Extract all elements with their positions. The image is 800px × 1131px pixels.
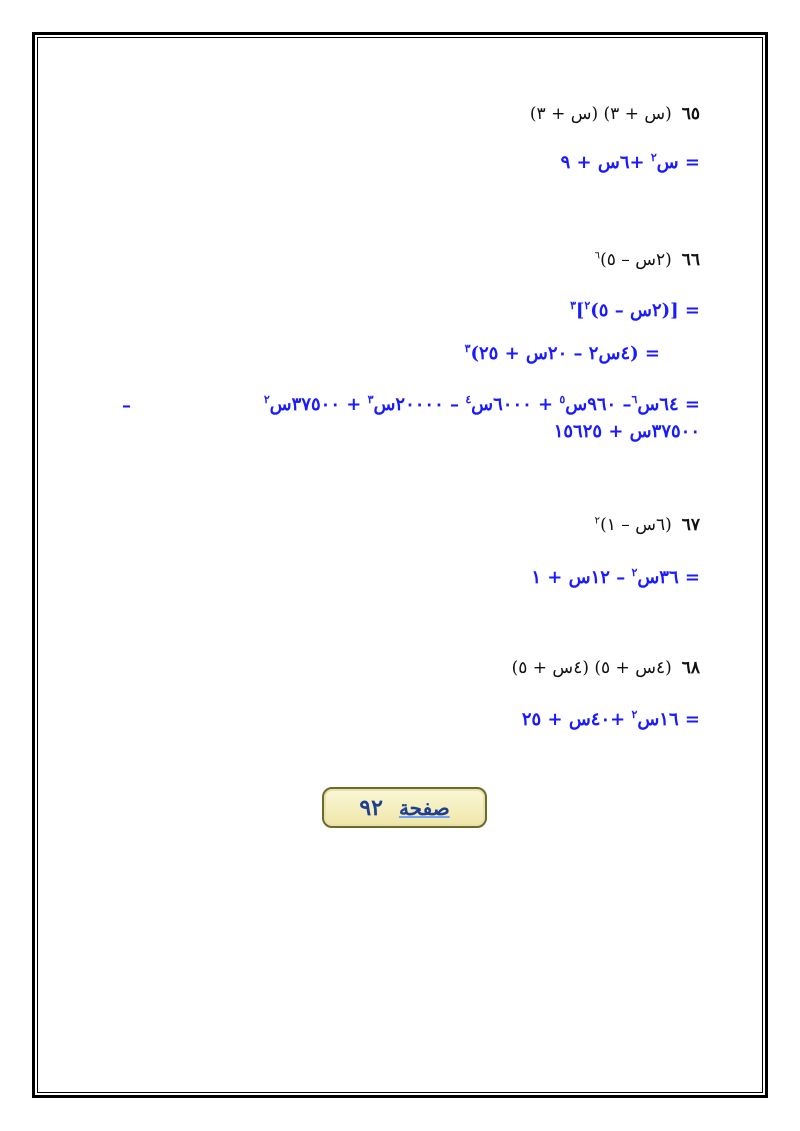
problem-68 bbox=[512, 658, 700, 678]
problem-expression: (٤س + ٥) (٤س + ٥) bbox=[511, 658, 672, 678]
problem-number: ٦٦ bbox=[681, 250, 700, 270]
problem-expression: (س + ٣) (س + ٣) bbox=[529, 104, 672, 124]
continuation-dash: – bbox=[122, 395, 131, 416]
answer-line: = ٣٦س$^٢$ – ١٢س + ١ bbox=[531, 566, 700, 588]
page-border-inner bbox=[37, 37, 763, 1093]
problem-67 bbox=[595, 515, 700, 535]
answer-line: ٣٧٥٠٠س + ١٥٦٢٥ bbox=[553, 421, 700, 442]
problem-number: ٦٧ bbox=[681, 515, 700, 535]
answer-line: = [(٢س – ٥)$^٢$]$^٣$ bbox=[570, 299, 700, 321]
page-number-badge bbox=[322, 787, 487, 828]
answer-line: = ١٦س$^٢$ +٤٠س + ٢٥ bbox=[521, 708, 700, 730]
problem-66 bbox=[595, 250, 700, 270]
answer-line: = س$^٢$ +٦س + ٩ bbox=[560, 151, 700, 173]
page-label: صفحة bbox=[398, 795, 450, 820]
answer-line: = (٤س٢ – ٢٠س + ٢٥)$^٣$ bbox=[464, 342, 660, 364]
problem-65 bbox=[530, 104, 700, 124]
answer-line: = ٦٤س$^٦$– ٩٦٠س$^٥$ + ٦٠٠٠س$^٤$ – ٢٠٠٠٠س$^٣$ + ٣٧٥٠٠س$^٢$ bbox=[263, 393, 700, 415]
page-number: ٩٢ bbox=[359, 794, 383, 821]
problem-expression: (٦س – ١)$^٢$ bbox=[594, 515, 672, 535]
problem-number: ٦٥ bbox=[681, 104, 700, 124]
problem-expression: (٢س – ٥)$^٦$ bbox=[594, 250, 672, 270]
problem-number: ٦٨ bbox=[681, 658, 700, 678]
